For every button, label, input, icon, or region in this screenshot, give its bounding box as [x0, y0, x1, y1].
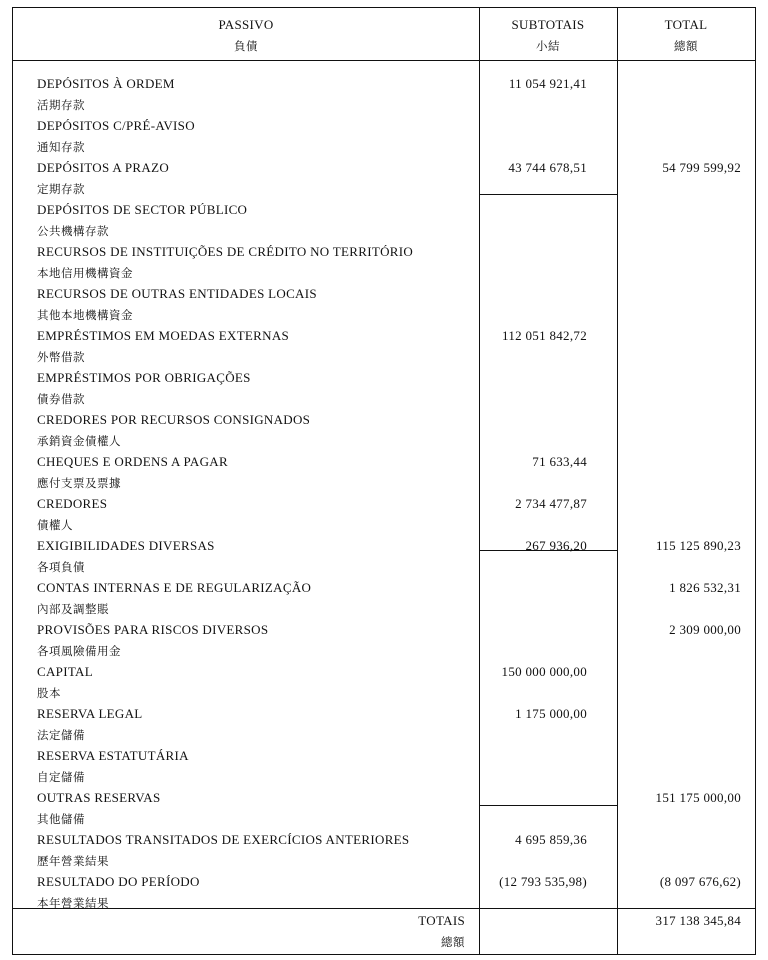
row-label-zh: 各項負債: [37, 560, 85, 574]
header-passivo: PASSIVO: [218, 17, 274, 32]
row-label: CONTAS INTERNAS E DE REGULARIZAÇÃO: [37, 580, 312, 595]
footer-divider: [13, 908, 755, 909]
row-label-zh: 自定儲備: [37, 770, 85, 784]
row-subtotal: 2 734 477,87: [515, 496, 587, 511]
row-total: 54 799 599,92: [662, 160, 741, 175]
row-label: RECURSOS DE OUTRAS ENTIDADES LOCAIS: [37, 286, 317, 301]
row-label: RECURSOS DE INSTITUIÇÕES DE CRÉDITO NO TERRITÓRIO: [37, 244, 414, 259]
row-label-zh: 各項風險備用金: [37, 644, 121, 658]
header-total-zh: 總額: [674, 39, 698, 53]
row-label-zh: 股本: [37, 686, 61, 700]
row-label: EMPRÉSTIMOS EM MOEDAS EXTERNAS: [37, 328, 290, 343]
row-label: PROVISÕES PARA RISCOS DIVERSOS: [37, 622, 269, 637]
row-label: EXIGIBILIDADES DIVERSAS: [37, 538, 215, 553]
row-label-zh: 通知存款: [37, 140, 85, 154]
header-total: TOTAL: [664, 17, 708, 32]
column-divider-total: [617, 8, 618, 954]
row-label-zh: 債券借款: [37, 392, 85, 406]
row-total: 2 309 000,00: [669, 622, 741, 637]
row-subtotal: 43 744 678,51: [508, 160, 587, 175]
footer-grand-total: 317 138 345,84: [655, 913, 741, 928]
row-label-zh: 債權人: [37, 518, 73, 532]
row-label-zh: 承銷資金債權人: [37, 434, 121, 448]
row-label: CAPITAL: [37, 664, 93, 679]
row-label-zh: 內部及調整賬: [37, 602, 109, 616]
column-divider-subtotais: [479, 8, 480, 954]
row-label-zh: 其他儲備: [37, 812, 85, 826]
row-label: DEPÓSITOS DE SECTOR PÚBLICO: [37, 202, 248, 217]
row-total: 115 125 890,23: [656, 538, 741, 553]
row-subtotal: 112 051 842,72: [502, 328, 587, 343]
header-subtotais: SUBTOTAIS: [511, 17, 585, 32]
row-label-zh: 公共機構存款: [37, 224, 109, 238]
row-subtotal: 267 936,20: [525, 538, 587, 553]
subtotal-divider-3: [479, 805, 617, 806]
row-label-zh: 定期存款: [37, 182, 85, 196]
row-label-zh: 活期存款: [37, 98, 85, 112]
row-label: RESERVA ESTATUTÁRIA: [37, 748, 189, 763]
header-divider: [13, 60, 755, 61]
row-subtotal: 71 633,44: [532, 454, 587, 469]
row-label-zh: 本地信用機構資金: [37, 266, 133, 280]
row-label: RESERVA LEGAL: [37, 706, 143, 721]
header-passivo-zh: 負債: [234, 39, 258, 53]
passivo-table: [12, 7, 756, 955]
row-label-zh: 法定儲備: [37, 728, 85, 742]
subtotal-divider-1: [479, 194, 617, 195]
row-total: 1 826 532,31: [669, 580, 741, 595]
row-total: 151 175 000,00: [655, 790, 741, 805]
row-label-zh: 本年營業結果: [37, 896, 109, 910]
row-subtotal: 11 054 921,41: [508, 76, 587, 91]
row-subtotal: 1 175 000,00: [515, 706, 587, 721]
row-label-zh: 其他本地機構資金: [37, 308, 133, 322]
row-label: DEPÓSITOS À ORDEM: [37, 76, 175, 91]
row-label: RESULTADOS TRANSITADOS DE EXERCÍCIOS ANTERIORES: [37, 832, 410, 847]
row-label: EMPRÉSTIMOS POR OBRIGAÇÕES: [37, 370, 251, 385]
row-label: CHEQUES E ORDENS A PAGAR: [37, 454, 228, 469]
header-subtotais-zh: 小結: [536, 39, 560, 53]
footer-totais-label: TOTAIS: [418, 913, 465, 928]
row-label: DEPÓSITOS C/PRÉ-AVISO: [37, 118, 195, 133]
row-label: CREDORES POR RECURSOS CONSIGNADOS: [37, 412, 311, 427]
row-label-zh: 外幣借款: [37, 350, 85, 364]
row-total: (8 097 676,62): [659, 874, 741, 889]
row-subtotal: (12 793 535,98): [499, 874, 587, 889]
row-label: DEPÓSITOS A PRAZO: [37, 160, 170, 175]
row-label-zh: 應付支票及票據: [37, 476, 121, 490]
row-label: RESULTADO DO PERÍODO: [37, 874, 200, 889]
row-subtotal: 4 695 859,36: [515, 832, 587, 847]
footer-totais-label-zh: 總額: [441, 935, 465, 949]
row-label: CREDORES: [37, 496, 108, 511]
row-label: OUTRAS RESERVAS: [37, 790, 161, 805]
row-subtotal: 150 000 000,00: [501, 664, 587, 679]
row-label-zh: 歷年營業結果: [37, 854, 109, 868]
